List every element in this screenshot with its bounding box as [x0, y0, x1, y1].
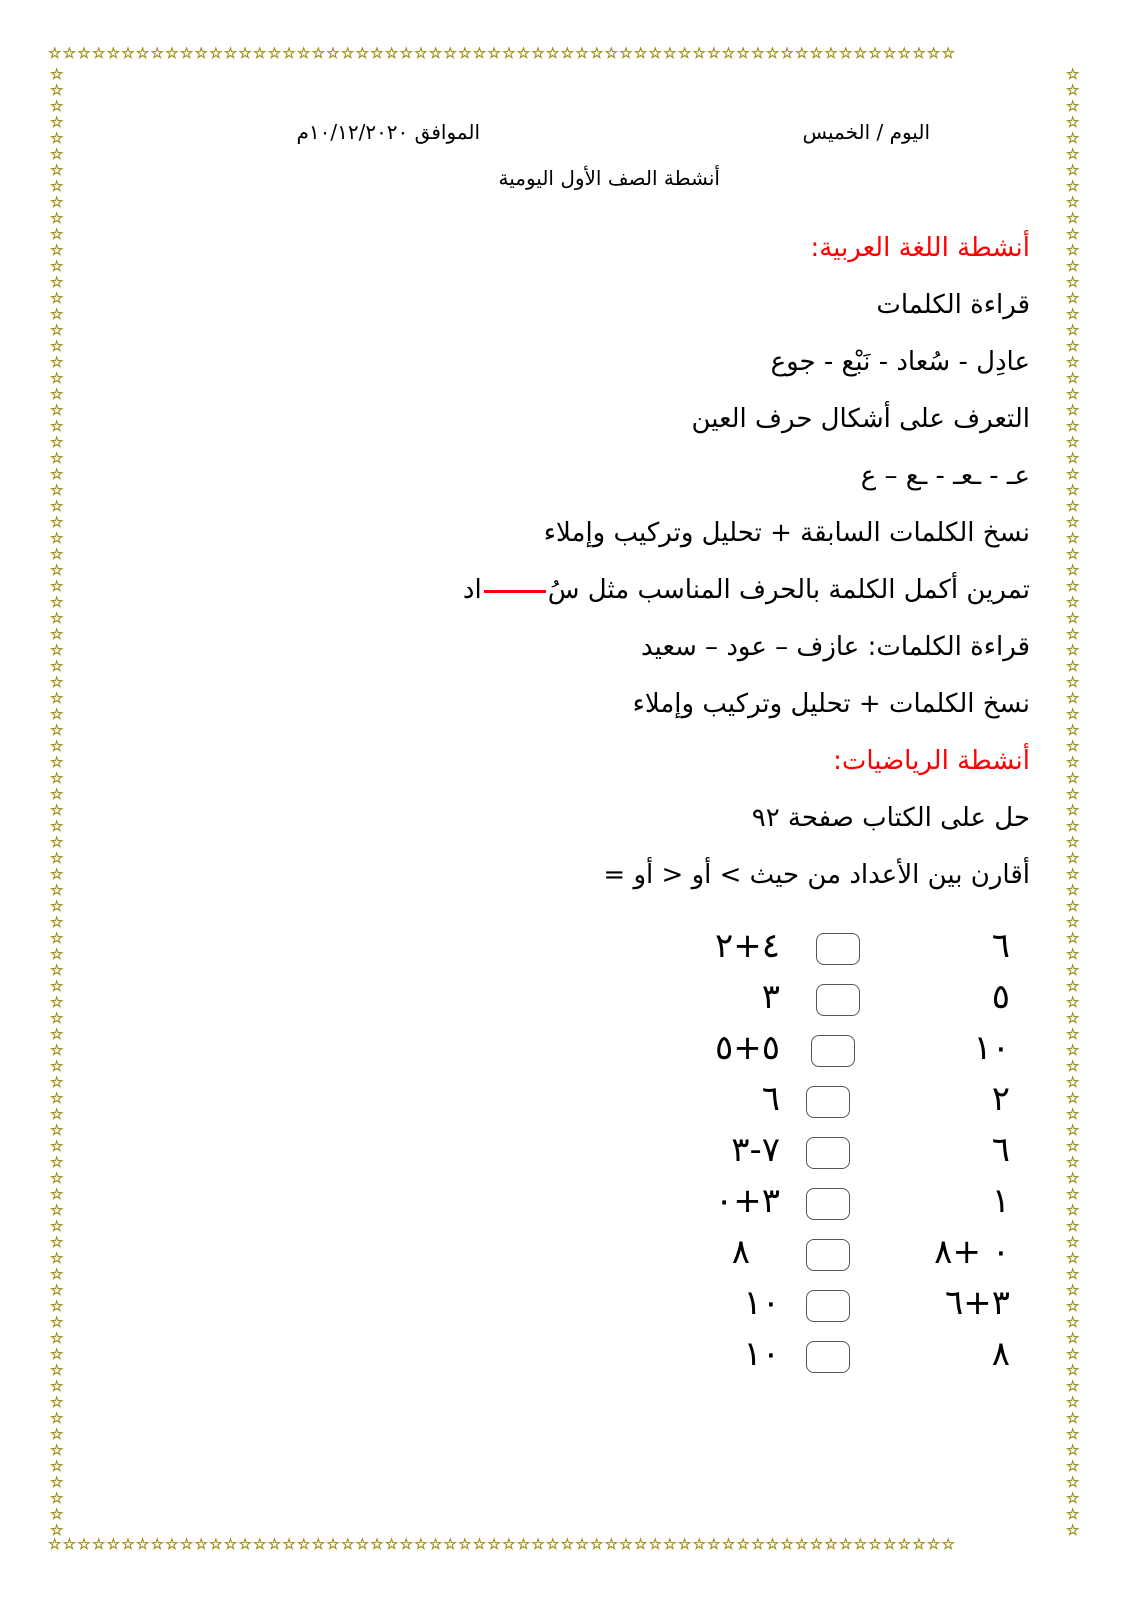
activity-line: [90, 505, 1030, 562]
activity-text: أنشطة اللغة العربية:: [810, 233, 1030, 263]
activity-text: أقارن بين الأعداد من حيث > أو < أو =: [603, 860, 1030, 890]
left-number: ٨: [991, 1334, 1010, 1374]
activity-text: نسخ الكلمات السابقة + تحليل وتركيب وإملاء: [543, 518, 1030, 548]
comparison-row: [590, 1077, 1010, 1128]
left-number: ٥: [991, 977, 1010, 1017]
comparison-answer-box[interactable]: [806, 1341, 850, 1373]
comparison-answer-box[interactable]: [806, 1239, 850, 1271]
star-border-bottom: ☆☆☆☆☆☆☆☆☆☆☆☆☆☆☆☆☆☆☆☆☆☆☆☆☆☆☆☆☆☆☆☆☆☆☆☆☆☆☆☆☆☆☆☆☆☆☆☆☆☆☆☆☆☆☆☆☆☆☆☆☆☆: [48, 1536, 957, 1553]
comparison-answer-box[interactable]: [806, 1086, 850, 1118]
left-number: ١٠: [973, 1028, 1010, 1068]
comparison-row: [590, 1179, 1010, 1230]
right-number: ٦: [761, 1079, 780, 1119]
left-number: ٠ +٨: [934, 1232, 1010, 1272]
comparison-row: [590, 1281, 1010, 1332]
section-heading: [90, 733, 1030, 790]
comparison-answer-box[interactable]: [816, 933, 860, 965]
comparison-row: [590, 1230, 1010, 1281]
comparison-row: [590, 1128, 1010, 1179]
right-number: ٤+٢: [714, 926, 780, 966]
activity-text: قراءة الكلمات: [876, 290, 1030, 320]
activity-list: [90, 220, 1030, 904]
right-number: ٣: [761, 977, 780, 1017]
comparison-answer-box[interactable]: [806, 1137, 850, 1169]
word-suffix: اد: [462, 575, 482, 605]
star-border-top: ☆☆☆☆☆☆☆☆☆☆☆☆☆☆☆☆☆☆☆☆☆☆☆☆☆☆☆☆☆☆☆☆☆☆☆☆☆☆☆☆☆☆☆☆☆☆☆☆☆☆☆☆☆☆☆☆☆☆☆☆☆☆: [48, 45, 957, 62]
comparison-row: [590, 1026, 1010, 1077]
left-number: ٦: [991, 1130, 1010, 1170]
right-number: ١٠: [743, 1283, 780, 1323]
left-number: ٣+٦: [944, 1283, 1010, 1323]
activity-text: عـ - ـعـ - ـع – ع: [860, 461, 1030, 491]
missing-letter-blank: [484, 589, 546, 593]
right-number: ٥+٥: [714, 1028, 780, 1068]
right-number: ٨: [731, 1232, 750, 1272]
section-heading: [90, 220, 1030, 277]
activity-line: [90, 847, 1030, 904]
activity-text: نسخ الكلمات + تحليل وتركيب وإملاء: [632, 689, 1030, 719]
right-number: ٧-٣: [731, 1130, 780, 1170]
comparison-exercise: [590, 924, 1010, 1383]
page-title: أنشطة الصف الأول اليومية: [498, 166, 720, 190]
left-number: ٢: [991, 1079, 1010, 1119]
activity-text: أنشطة الرياضيات:: [833, 746, 1030, 776]
comparison-answer-box[interactable]: [816, 984, 860, 1016]
activity-line: [90, 391, 1030, 448]
activity-line: [90, 619, 1030, 676]
activity-line: [90, 562, 1030, 619]
day-label: اليوم / الخميس: [802, 120, 930, 144]
activity-text: التعرف على أشكال حرف العين: [691, 404, 1030, 434]
right-number: ٣+٠: [714, 1181, 780, 1221]
comparison-answer-box[interactable]: [811, 1035, 855, 1067]
activity-text: حل على الكتاب صفحة ٩٢: [751, 803, 1030, 833]
activity-text: قراءة الكلمات: عازف – عود – سعيد: [640, 632, 1030, 662]
left-number: ٦: [991, 926, 1010, 966]
comparison-row: [590, 924, 1010, 975]
comparison-answer-box[interactable]: [806, 1290, 850, 1322]
right-number: ١٠: [743, 1334, 780, 1374]
comparison-row: [590, 975, 1010, 1026]
comparison-row: [590, 1332, 1010, 1383]
star-border-left: ☆ ☆ ☆ ☆ ☆ ☆ ☆ ☆ ☆ ☆ ☆ ☆ ☆ ☆ ☆ ☆ ☆ ☆ ☆ ☆ ☆ ☆ ☆ ☆ ☆ ☆ ☆ ☆ ☆ ☆ ☆ ☆ ☆ ☆ ☆ ☆ ☆ ☆ ☆ ☆ ☆ ☆ ☆ ☆ ☆ ☆ ☆ ☆ ☆ ☆ ☆ ☆ ☆ ☆ ☆ ☆ ☆ ☆ ☆ ☆ ☆ ☆ ☆ ☆ ☆ ☆ ☆ ☆ ☆ ☆ ☆ ☆ ☆ ☆ ☆ ☆ ☆ ☆ ☆ ☆ ☆ ☆ ☆ ☆ ☆ ☆ ☆ ☆ ☆ ☆ ☆ ☆: [50, 66, 64, 1536]
activity-text: تمرين أكمل الكلمة بالحرف المناسب مثل سُ: [547, 575, 1030, 605]
activity-text: عادِل - سُعاد - نَبْع - جوع: [770, 347, 1030, 377]
star-border-right: ☆ ☆ ☆ ☆ ☆ ☆ ☆ ☆ ☆ ☆ ☆ ☆ ☆ ☆ ☆ ☆ ☆ ☆ ☆ ☆ ☆ ☆ ☆ ☆ ☆ ☆ ☆ ☆ ☆ ☆ ☆ ☆ ☆ ☆ ☆ ☆ ☆ ☆ ☆ ☆ ☆ ☆ ☆ ☆ ☆ ☆ ☆ ☆ ☆ ☆ ☆ ☆ ☆ ☆ ☆ ☆ ☆ ☆ ☆ ☆ ☆ ☆ ☆ ☆ ☆ ☆ ☆ ☆ ☆ ☆ ☆ ☆ ☆ ☆ ☆ ☆ ☆ ☆ ☆ ☆ ☆ ☆ ☆ ☆ ☆ ☆ ☆ ☆ ☆ ☆ ☆ ☆: [1066, 66, 1080, 1536]
left-number: ١: [991, 1181, 1010, 1221]
activity-line: [90, 790, 1030, 847]
date-label: الموافق ١٠/١٢/٢٠٢٠م: [296, 120, 480, 144]
activity-line: [90, 676, 1030, 733]
activity-line: [90, 277, 1030, 334]
activity-line: [90, 334, 1030, 391]
activity-line: [90, 448, 1030, 505]
comparison-answer-box[interactable]: [806, 1188, 850, 1220]
